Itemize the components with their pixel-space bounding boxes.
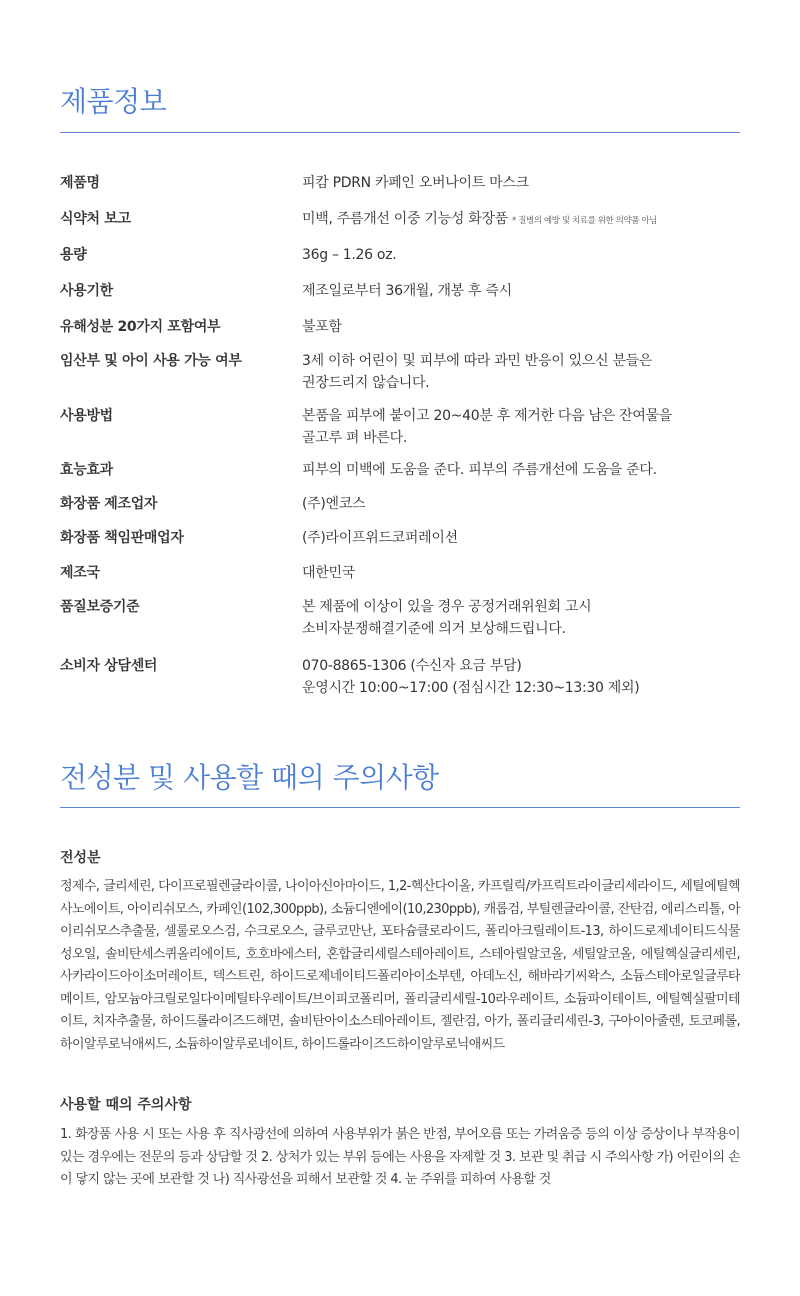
ingredients-list: 정제수, 글리세린, 다이프로필렌글라이콜, 나이아신아마이드, 1,2-헥산다이올, 카프릴릭/카프릭트라이글리세라이드, 세틸에틸헥사노에이트, 아이리쉬모스, 카페인(102,300ppb), 소듐디엔에이(10,230ppb), 캐롭검, 부틸렌글라이콜, 잔탄검, 에리스리톨, 아이리쉬모스추출물, 셀룰로오스검, 수크로오스, 글루코만난, 포타슘클로라이드, 폴리아크릴레이트-13, 하이드로제네이티드식물성오일, 솔비탄세스퀴올리에이트, 호호바에스터, 혼합글리세릴스테아레이트, 스테아릴알코올, 세틸알코올, 에틸헥실글리세린, 사카라이드아이소머레이트, 덱스트린, 하이드로제네이티드폴리아이소부텐, 아데노신, 해바라기씨왁스, 소듐스테아로일글루타메이트, 암모늄아크릴로일다이메틸타우레이트/브이피코폴리머, 폴리글리세릴-10라우레이트, 소듐파이테이트, 에틸헥실팔미테이트, 치자추출물, 하이드롤라이즈드해면, 솔비탄아이소스테아레이트, 젤란검, 아가, 폴리글리세린-3, 구아이아줄렌, 토코페롤, 하이알루로닉애씨드, 소듐하이알루로네이트, 하이드롤라이즈드하이알루로닉애씨드 xyxy=(60,879,740,1052)
info-value-text: 골고루 펴 바른다. xyxy=(302,430,408,446)
ingredients-section-divider xyxy=(60,807,740,808)
info-value-line xyxy=(302,244,740,266)
info-value xyxy=(302,562,740,584)
info-label: 화장품 책임판매업자 xyxy=(60,530,184,546)
info-value xyxy=(302,350,740,394)
precautions-text: 1. 화장품 사용 시 또는 사용 후 직사광선에 의하여 사용부위가 붉은 반점, 부어오름 또는 가려움증 등의 이상 증상이나 부작용이 있는 경우에는 전문의 등과 상담할 것 2. 상처가 있는 부위 등에는 사용을 자제할 것 3. 보관 및 취급 시 주의사항 가) 어린이의 손이 닿지 않는 곳에 보관할 것 나) 직사광선을 피해서 보관할 것 4. 눈 주위를 피하여 사용할 것 xyxy=(60,1127,740,1187)
info-value-text: 소비자분쟁해결기준에 의거 보상해드립니다. xyxy=(302,621,566,637)
info-value-line xyxy=(302,208,740,232)
info-value-line xyxy=(302,172,740,194)
info-value-text: 피부의 미백에 도움을 준다. 피부의 주름개선에 도움을 준다. xyxy=(302,462,657,478)
precautions-heading: 사용할 때의 주의사항 xyxy=(60,1097,192,1113)
info-value-line xyxy=(302,493,740,515)
info-value xyxy=(302,172,740,194)
info-value-line xyxy=(302,596,740,618)
info-value-text: (주)엔코스 xyxy=(302,496,366,512)
info-value xyxy=(302,655,740,699)
info-value-line xyxy=(302,677,740,699)
info-value-text: 미백, 주름개선 이중 기능성 화장품 xyxy=(302,211,508,227)
info-value xyxy=(302,527,740,549)
info-label: 효능효과 xyxy=(60,462,113,478)
info-value xyxy=(302,493,740,515)
info-value-text: 제조일로부터 36개월, 개봉 후 즉시 xyxy=(302,283,512,299)
info-value-text: 피캄 PDRN 카페인 오버나이트 마스크 xyxy=(302,175,529,191)
info-value xyxy=(302,280,740,302)
info-label: 임산부 및 아이 사용 가능 여부 xyxy=(60,353,242,369)
info-value-line xyxy=(302,655,740,677)
info-value-text: 불포함 xyxy=(302,319,342,335)
info-value xyxy=(302,316,740,338)
info-value-line xyxy=(302,527,740,549)
ingredients-section-title: 전성분 및 사용할 때의 주의사항 xyxy=(60,761,439,794)
info-value-line xyxy=(302,562,740,584)
info-value xyxy=(302,596,740,640)
info-label: 품질보증기준 xyxy=(60,599,140,615)
info-label: 사용방법 xyxy=(60,408,113,424)
product-info-title: 제품정보 xyxy=(60,85,167,118)
info-label: 화장품 제조업자 xyxy=(60,496,158,512)
info-value-text: (주)라이프위드코퍼레이션 xyxy=(302,530,458,546)
info-value-line xyxy=(302,405,740,427)
info-value-text: 36g – 1.26 oz. xyxy=(302,247,397,263)
info-value-text: 권장드리지 않습니다. xyxy=(302,375,430,391)
info-value xyxy=(302,208,740,232)
info-value-line xyxy=(302,372,740,394)
info-value-text: 대한민국 xyxy=(302,565,355,581)
info-value-note: * 질병의 예방 및 치료를 위한 의약품 아님 xyxy=(512,216,657,226)
info-value-line xyxy=(302,350,740,372)
info-value-text: 본 제품에 이상이 있을 경우 공정거래위원회 고시 xyxy=(302,599,592,615)
info-value-line xyxy=(302,618,740,640)
info-label: 용량 xyxy=(60,247,87,263)
info-label: 제조국 xyxy=(60,565,100,581)
info-label: 사용기한 xyxy=(60,283,113,299)
info-value-line xyxy=(302,427,740,449)
info-value-line xyxy=(302,280,740,302)
info-label: 소비자 상담센터 xyxy=(60,658,158,674)
product-info-divider xyxy=(60,132,740,133)
info-label: 제품명 xyxy=(60,175,100,191)
info-value-text: 070-8865-1306 (수신자 요금 부담) xyxy=(302,658,522,674)
info-label: 식약처 보고 xyxy=(60,211,131,227)
info-value-line xyxy=(302,459,740,481)
info-value-text: 운영시간 10:00~17:00 (점심시간 12:30~13:30 제외) xyxy=(302,680,640,696)
info-label: 유해성분 20가지 포함여부 xyxy=(60,319,221,335)
ingredients-heading: 전성분 xyxy=(60,850,101,866)
info-value-line xyxy=(302,316,740,338)
info-value xyxy=(302,459,740,481)
info-value-text: 3세 이하 어린이 및 피부에 따라 과민 반응이 있으신 분들은 xyxy=(302,353,653,369)
info-value xyxy=(302,405,740,449)
info-value-text: 본품을 피부에 붙이고 20~40분 후 제거한 다음 남은 잔여물을 xyxy=(302,408,672,424)
info-value xyxy=(302,244,740,266)
